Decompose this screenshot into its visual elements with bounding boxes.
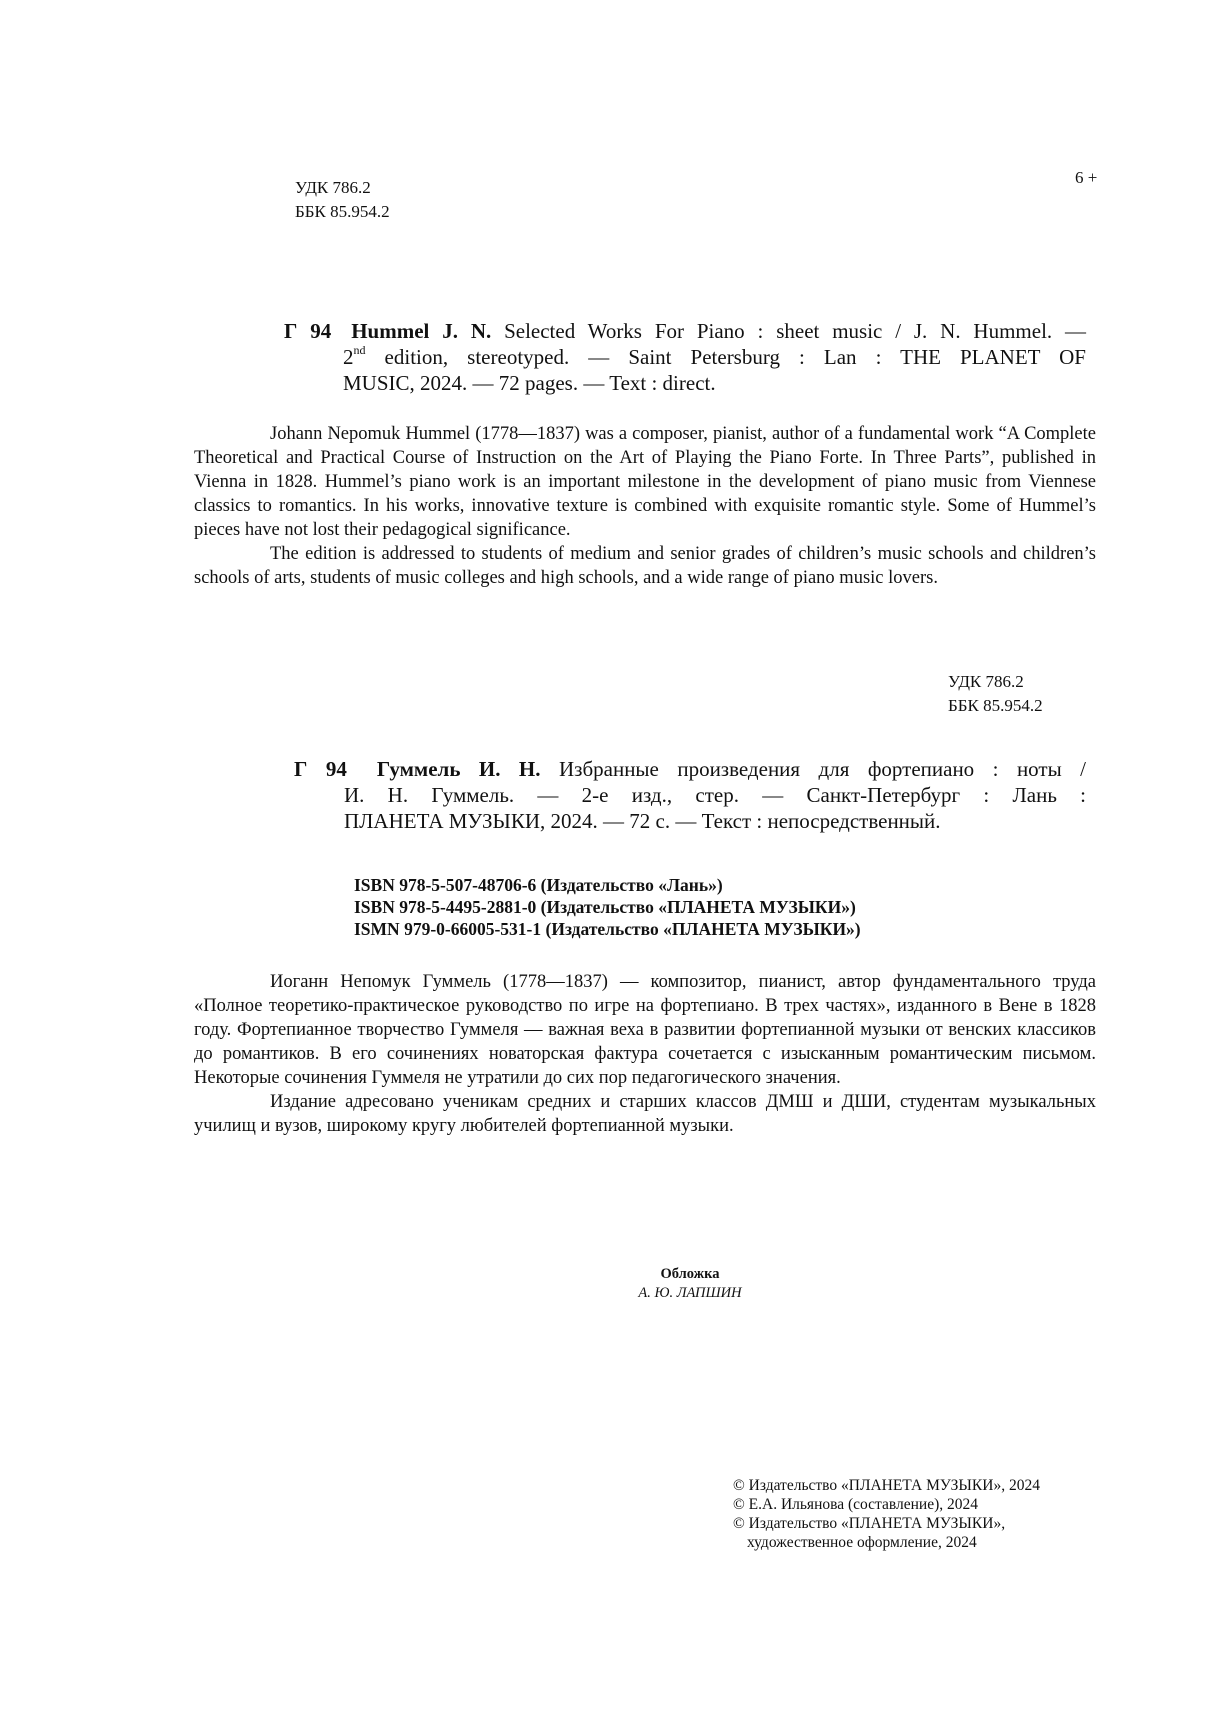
english-entry-line3: MUSIC, 2024. — 72 pages. — Text : direct. [343,371,716,395]
cover-credit-label: Обложка [660,1266,720,1282]
russian-abstract-paragraph: Иоганн Непомук Гуммель (1778—1837) — композитор, пианист, автор фундаментального труда «Полное теоретико-практическое руководство по игре на фортепиано. В трех частях», изданного в Вене в 1828 году. Фортепианное творчество Гуммеля — важная веха в развитии фортепианной музыки от венских классиков до романтиков. В его сочинениях новаторская фактура сочетается с изысканным романтическим письмом. Некоторые сочинения Гуммеля не утратили до сих пор педагогического значения. [194,972,1096,1088]
copyright-block [733,1476,1040,1552]
author-name: Hummel J. N. [351,319,492,343]
copyright-line: © Издательство «ПЛАНЕТА МУЗЫКИ», 2024 [733,1477,1040,1494]
copyright-line: © Издательство «ПЛАНЕТА МУЗЫКИ», [733,1515,1006,1532]
udk-code: УДК 786.2 [295,178,371,197]
isbn-planeta: ISBN 978-5-4495-2881-0 (Издательство «ПЛАНЕТА МУЗЫКИ») [354,897,856,917]
russian-entry-title: Избранные произведения для фортепиано : ноты / [540,757,1086,781]
english-entry-line1 [284,318,1086,344]
catalog-index: Г 94 [294,757,347,781]
russian-entry-line1 [294,756,1086,782]
catalog-index: Г 94 [284,319,332,343]
udk-code: УДК 786.2 [948,672,1024,691]
edition-suffix: nd [353,343,366,357]
english-catalog-entry [284,318,1086,396]
russian-abstract-paragraph: Издание адресовано ученикам средних и старших классов ДМШ и ДШИ, студентам музыкальных училищ и вузов, широкому кругу любителей фортепианной музыки. [194,1092,1096,1136]
english-abstract-paragraph: The edition is addressed to students of medium and senior grades of children’s music schools and children’s schools of arts, students of music colleges and high schools, and a wide range of piano music lovers. [194,544,1096,588]
ismn-planeta: ISMN 979-0-66005-531-1 (Издательство «ПЛАНЕТА МУЗЫКИ») [354,919,861,939]
age-rating: 6 + [1075,168,1098,187]
english-entry-title: Selected Works For Piano : sheet music / J. N. Hummel. — [491,319,1086,343]
russian-entry-line3: ПЛАНЕТА МУЗЫКИ, 2024. — 72 с. — Текст : непосредственный. [344,809,941,833]
isbn-lan: ISBN 978-5-507-48706-6 (Издательство «Лань») [354,875,723,895]
bbk-code: ББК 85.954.2 [948,696,1043,715]
english-abstract-paragraph: Johann Nepomuk Hummel (1778—1837) was a composer, pianist, author of a fundamental work “A Complete Theoretical and Practical Course of Instruction on the Art of Playing the Piano Forte. In Three Parts”, published in Vienna in 1828. Hummel’s piano work is an important milestone in the development of piano music from Viennese classics to romantics. In his works, innovative texture is combined with exquisite romantic style. Some of Hummel’s pieces have not lost their pedagogical significance. [194,424,1096,540]
copyright-line: художественное оформление, 2024 [747,1534,977,1551]
english-entry-publication: edition, stereotyped. — Saint Petersburg : Lan : THE PLANET OF [365,345,1086,369]
mid-classification-codes [948,670,1043,718]
cover-credit [560,1265,820,1303]
bbk-code: ББК 85.954.2 [295,202,390,221]
english-abstract [194,422,1096,590]
english-entry-line2 [343,344,1086,370]
cover-designer-name: А. Ю. ЛАПШИН [638,1285,742,1301]
edition-number: 2 [343,345,354,369]
russian-catalog-entry [294,756,1086,834]
isbn-list [354,874,861,940]
author-name: Гуммель И. Н. [376,757,541,781]
top-classification-codes [295,176,390,224]
russian-abstract [194,970,1096,1138]
russian-entry-line2: И. Н. Гуммель. — 2-е изд., стер. — Санкт-Петербург : Лань : [344,783,1086,807]
copyright-line: © Е.А. Ильянова (составление), 2024 [733,1496,978,1513]
